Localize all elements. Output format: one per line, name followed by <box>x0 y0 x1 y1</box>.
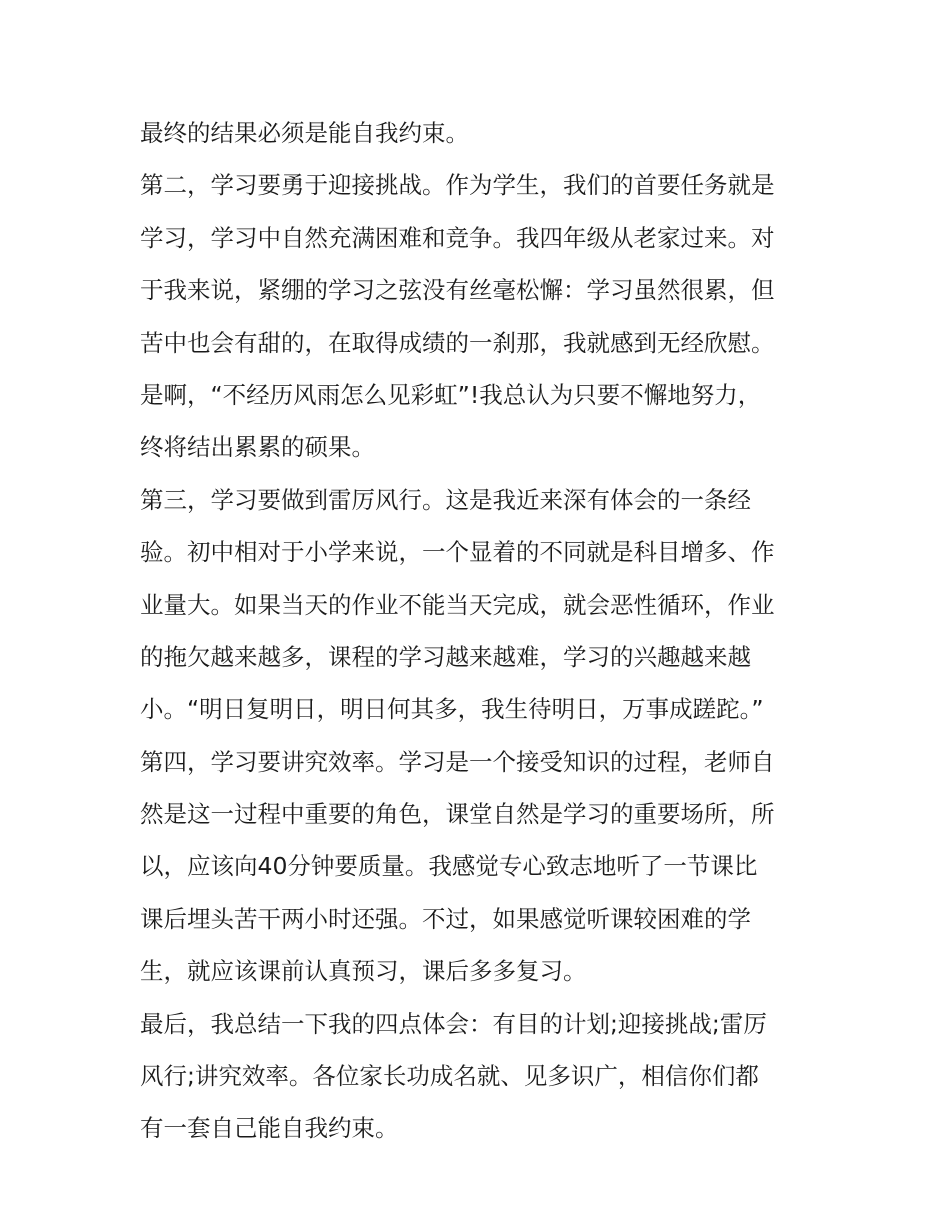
text-line: 是啊，“不经历风雨怎么见彩虹”!我总认为只要不懈地努力， <box>140 380 762 409</box>
text-line: 以，应该向40分钟要质量。我感觉专心致志地听了一节课比 <box>140 852 758 881</box>
text-line: 课后埋头苦干两小时还强。不过，如果感觉听课较困难的学 <box>140 904 751 933</box>
text-line: 最终的结果必须是能自我约束。 <box>140 119 469 147</box>
text-line: 风行;讲究效率。各位家长功成名就、见多识广，相信你们都 <box>140 1062 759 1091</box>
text-line: 第二，学习要勇于迎接挑战。作为学生，我们的首要任务就是 <box>140 171 775 200</box>
text-line: 于我来说，紧绷的学习之弦没有丝毫松懈：学习虽然很累，但 <box>140 276 775 305</box>
text-line: 第四，学习要讲究效率。学习是一个接受知识的过程，老师自 <box>140 747 775 776</box>
text-line: 最后，我总结一下我的四点体会：有目的计划;迎接挑战;雷厉 <box>140 1009 767 1038</box>
text-line: 终将结出累累的硕果。 <box>140 433 375 462</box>
text-line: 小。“明日复明日，明日何其多，我生待明日，万事成蹉跎。” <box>140 695 764 724</box>
text-line: 第三，学习要做到雷厉风行。这是我近来深有体会的一条经 <box>140 485 751 514</box>
text-line: 业量大。如果当天的作业不能当天完成，就会恶性循环，作业 <box>140 590 775 619</box>
text-line: 学习，学习中自然充满困难和竞争。我四年级从老家过来。对 <box>140 223 775 252</box>
text-line: 苦中也会有甜的，在取得成绩的一刹那，我就感到无经欣慰。 <box>140 328 775 357</box>
text-line: 的拖欠越来越多，课程的学习越来越难，学习的兴趣越来越 <box>140 642 751 671</box>
text-line: 有一套自己能自我约束。 <box>140 1114 399 1143</box>
text-line: 然是这一过程中重要的角色，课堂自然是学习的重要场所，所 <box>140 800 775 829</box>
text-line: 生，就应该课前认真预习，课后多多复习。 <box>140 957 587 986</box>
text-line: 验。初中相对于小学来说，一个显着的不同就是科目增多、作 <box>140 538 775 567</box>
body-text <box>140 107 820 1155</box>
